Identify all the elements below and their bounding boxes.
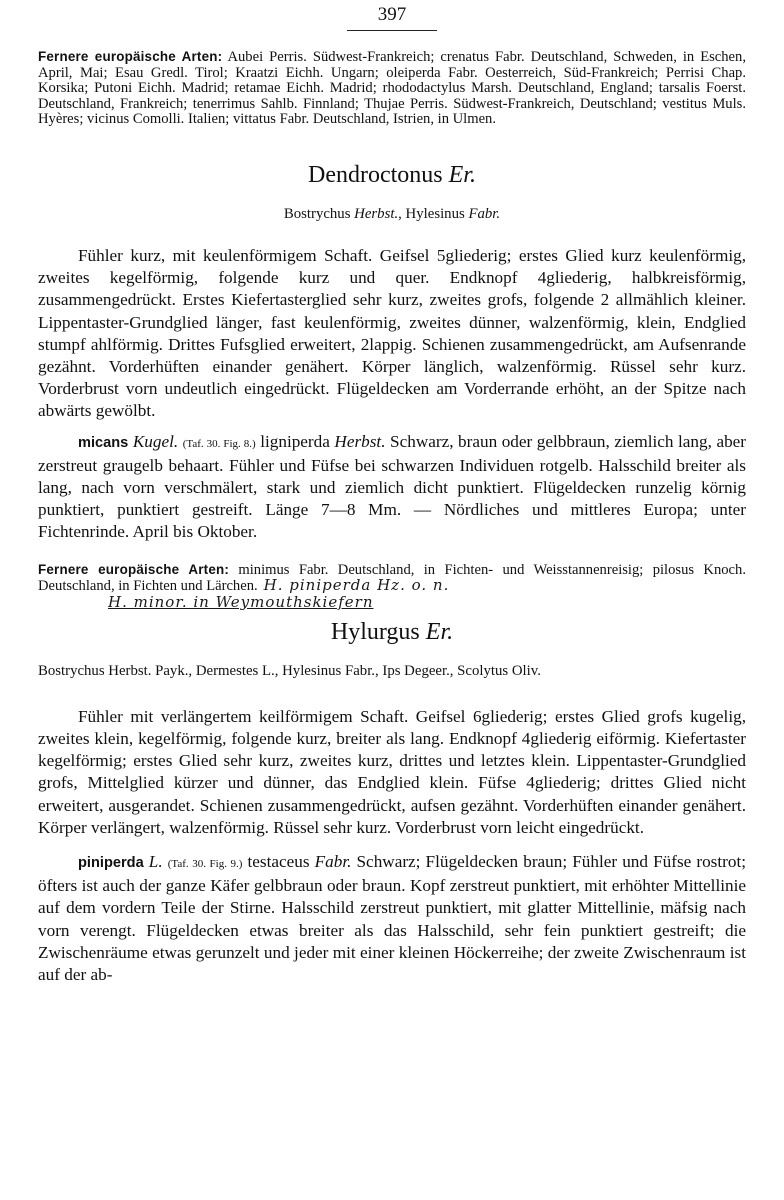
handwritten-annotation: H. piniperda Hz. o. n. [263,576,450,595]
plate-reference: (Taf. 30. Fig. 8.) [182,437,256,450]
genus-heading-hylurgus [38,619,746,649]
synonym-author: Fabr. [468,205,501,222]
genus-synonyms: Bostrychus Herbst. Payk., Dermestes L., Hylesinus Fabr., Ips Degeer., Scolytus Oliv. [38,662,541,679]
species-name: micans [78,434,129,451]
intro-text: Aubei Perris. Südwest-Frankreich; crenatus Fabr. Deutschland, Schweden, in Eschen, April, Mai; Esau Gredl. Tirol; Kraatzi Eichh. Ungarn; oleiperda Fabr. Oesterreich, Süd-Frankreich; Perrisi Chap. Korsika; Putoni Eichh. Madrid; retamae Eichh. Madrid; rhododactylus Marsh. Deutschland, England; tarsalis Foerst. Deutschland, Frankreich; tenerrimus Sahlb. Finnland; Thujae Perris. Südwest-Frankreich, Deutschland; vestitus Muls. Hyères; vicinus Comolli. Italien; vittatus Fabr. Deutschland, Istrien, in Ulmen. [38,49,746,128]
species-synonym: testaceus [242,852,315,872]
species-description: Schwarz, braun oder gelbbraun, ziemlich lang, aber zerstreut graugelb behaart. Fühler und Füfse bei schwarzen Individuen rotgelb. Halsschild breiter als lang, nach vorn verschmälert, stark und ziemlich dicht punktiert. Flügeldecken runzelig körnig punktiert, punktiert gestreift. Länge 7—8 Mm. — Nördliches und mittleres Europa; unter Fichtenrinde. April bis Oktober. [38,431,747,542]
species-name: piniperda [78,855,144,872]
page-number-rule [347,30,437,31]
synonym-text: Bostrychus [283,205,355,222]
handwritten-annotation: H. minor. in Weymouthskiefern [108,592,374,611]
genus-heading-dendroctonus [38,162,746,192]
species-author: Kugel. [132,431,179,451]
species-description: Schwarz; Flügeldecken braun; Fühler und Füfse rostrot; öfters ist auch der ganze Käfer gelbbraun oder braun. Kopf zerstreut punktiert, mit erhöhter Mittellinie auf dem vordern Teile der Stirne. Halsschild zerstreut punktiert, mit glatter Mittellinie, mäfsig nach vorn verengt. Flügeldecken etwas breiter als das Halsschild, sehr fein punktiert gestreift; die Zwischenräume etwas gerunzelt und jeder mit einer kleinen Höckerreihe; der zweite Zwischenraum ist auf der ab- [38,852,747,985]
genus-name: Dendroctonus [308,161,443,188]
species-paragraph-piniperda [38,851,746,986]
genus-description: Fühler mit verlängertem keilförmigem Schaft. Geifsel 6gliederig; erstes Glied grofs kugelig, zweites klein, kegelförmig, folgende kurz, breiter als lang. Endknopf 4gliederig eiförmig. Kiefertaster kegelförmig; erstes Glied sehr kurz, zweites kurz, drittes und letztes klein. Lippentaster-Grundglied grofs, Mittelglied kürzer und dünner, das Endglied klein. Füfse 4gliederig; drittes Glied nicht erweitert, ausgerandet. Schienen zusammengedrückt, aufsen gezähnt. Vorderhüften einander genähert. Körper verlängert, walzenförmig. Rüssel sehr kurz. Vorderbrust vorn leicht eingedrückt. [38,706,746,837]
further-label: Fernere europäische Arten: [38,561,230,577]
genus-synonyms [38,206,746,223]
species-synonym: ligniperda [255,431,335,451]
page-number: 397 [377,4,407,25]
synonym-text: , Hylesinus [398,205,469,222]
species-author: L. [148,852,163,872]
species-synonym-author: Fabr. [314,852,352,872]
genus-author: Er. [448,161,476,188]
plate-reference: (Taf. 30. Fig. 9.) [167,858,243,871]
genus-name: Hylurgus [330,618,420,645]
intro-paragraph [38,49,746,128]
intro-label: Fernere europäische Arten: [38,49,223,64]
synonym-author: Herbst. [354,205,399,222]
species-paragraph-micans [38,431,746,544]
further-species-paragraph [38,562,746,595]
handwritten-note-line [38,593,746,615]
species-synonym-author: Herbst. [334,431,386,451]
genus-author: Er. [425,618,454,645]
further-text: minimus Fabr. Deutschland, in Fichten- und Weisstannenreisig; pilosus Knoch. Deutschland, in Fichten und Lärchen. [38,561,746,595]
genus-description: Fühler kurz, mit keulenförmigem Schaft. Geifsel 5gliederig; erstes Glied kurz keulenförmig, zweites kegelförmig, folgende kurz und quer. Endknopf 4gliederig, halbkreisförmig, zusammengedrückt. Erstes Kiefertasterglied sehr kurz, zweites grofs, folgende 2 allmählich kleiner. Lippentaster-Grundglied länger, fast keulenförmig, zweites dünner, walzenförmig, klein, Endglied stumpf ahlförmig. Drittes Fufsglied erweitert, 2lappig. Schienen zusammengedrückt, am Aufsenrande gezähnt. Vorderhüften einander genähert. Körper länglich, walzenförmig. Rüssel sehr kurz. Vorderbrust vorn undeutlich eingedrückt. Flügeldecken am Vorderrande erhöht, an der Spitze nach abwärts gewölbt. [38,245,746,421]
